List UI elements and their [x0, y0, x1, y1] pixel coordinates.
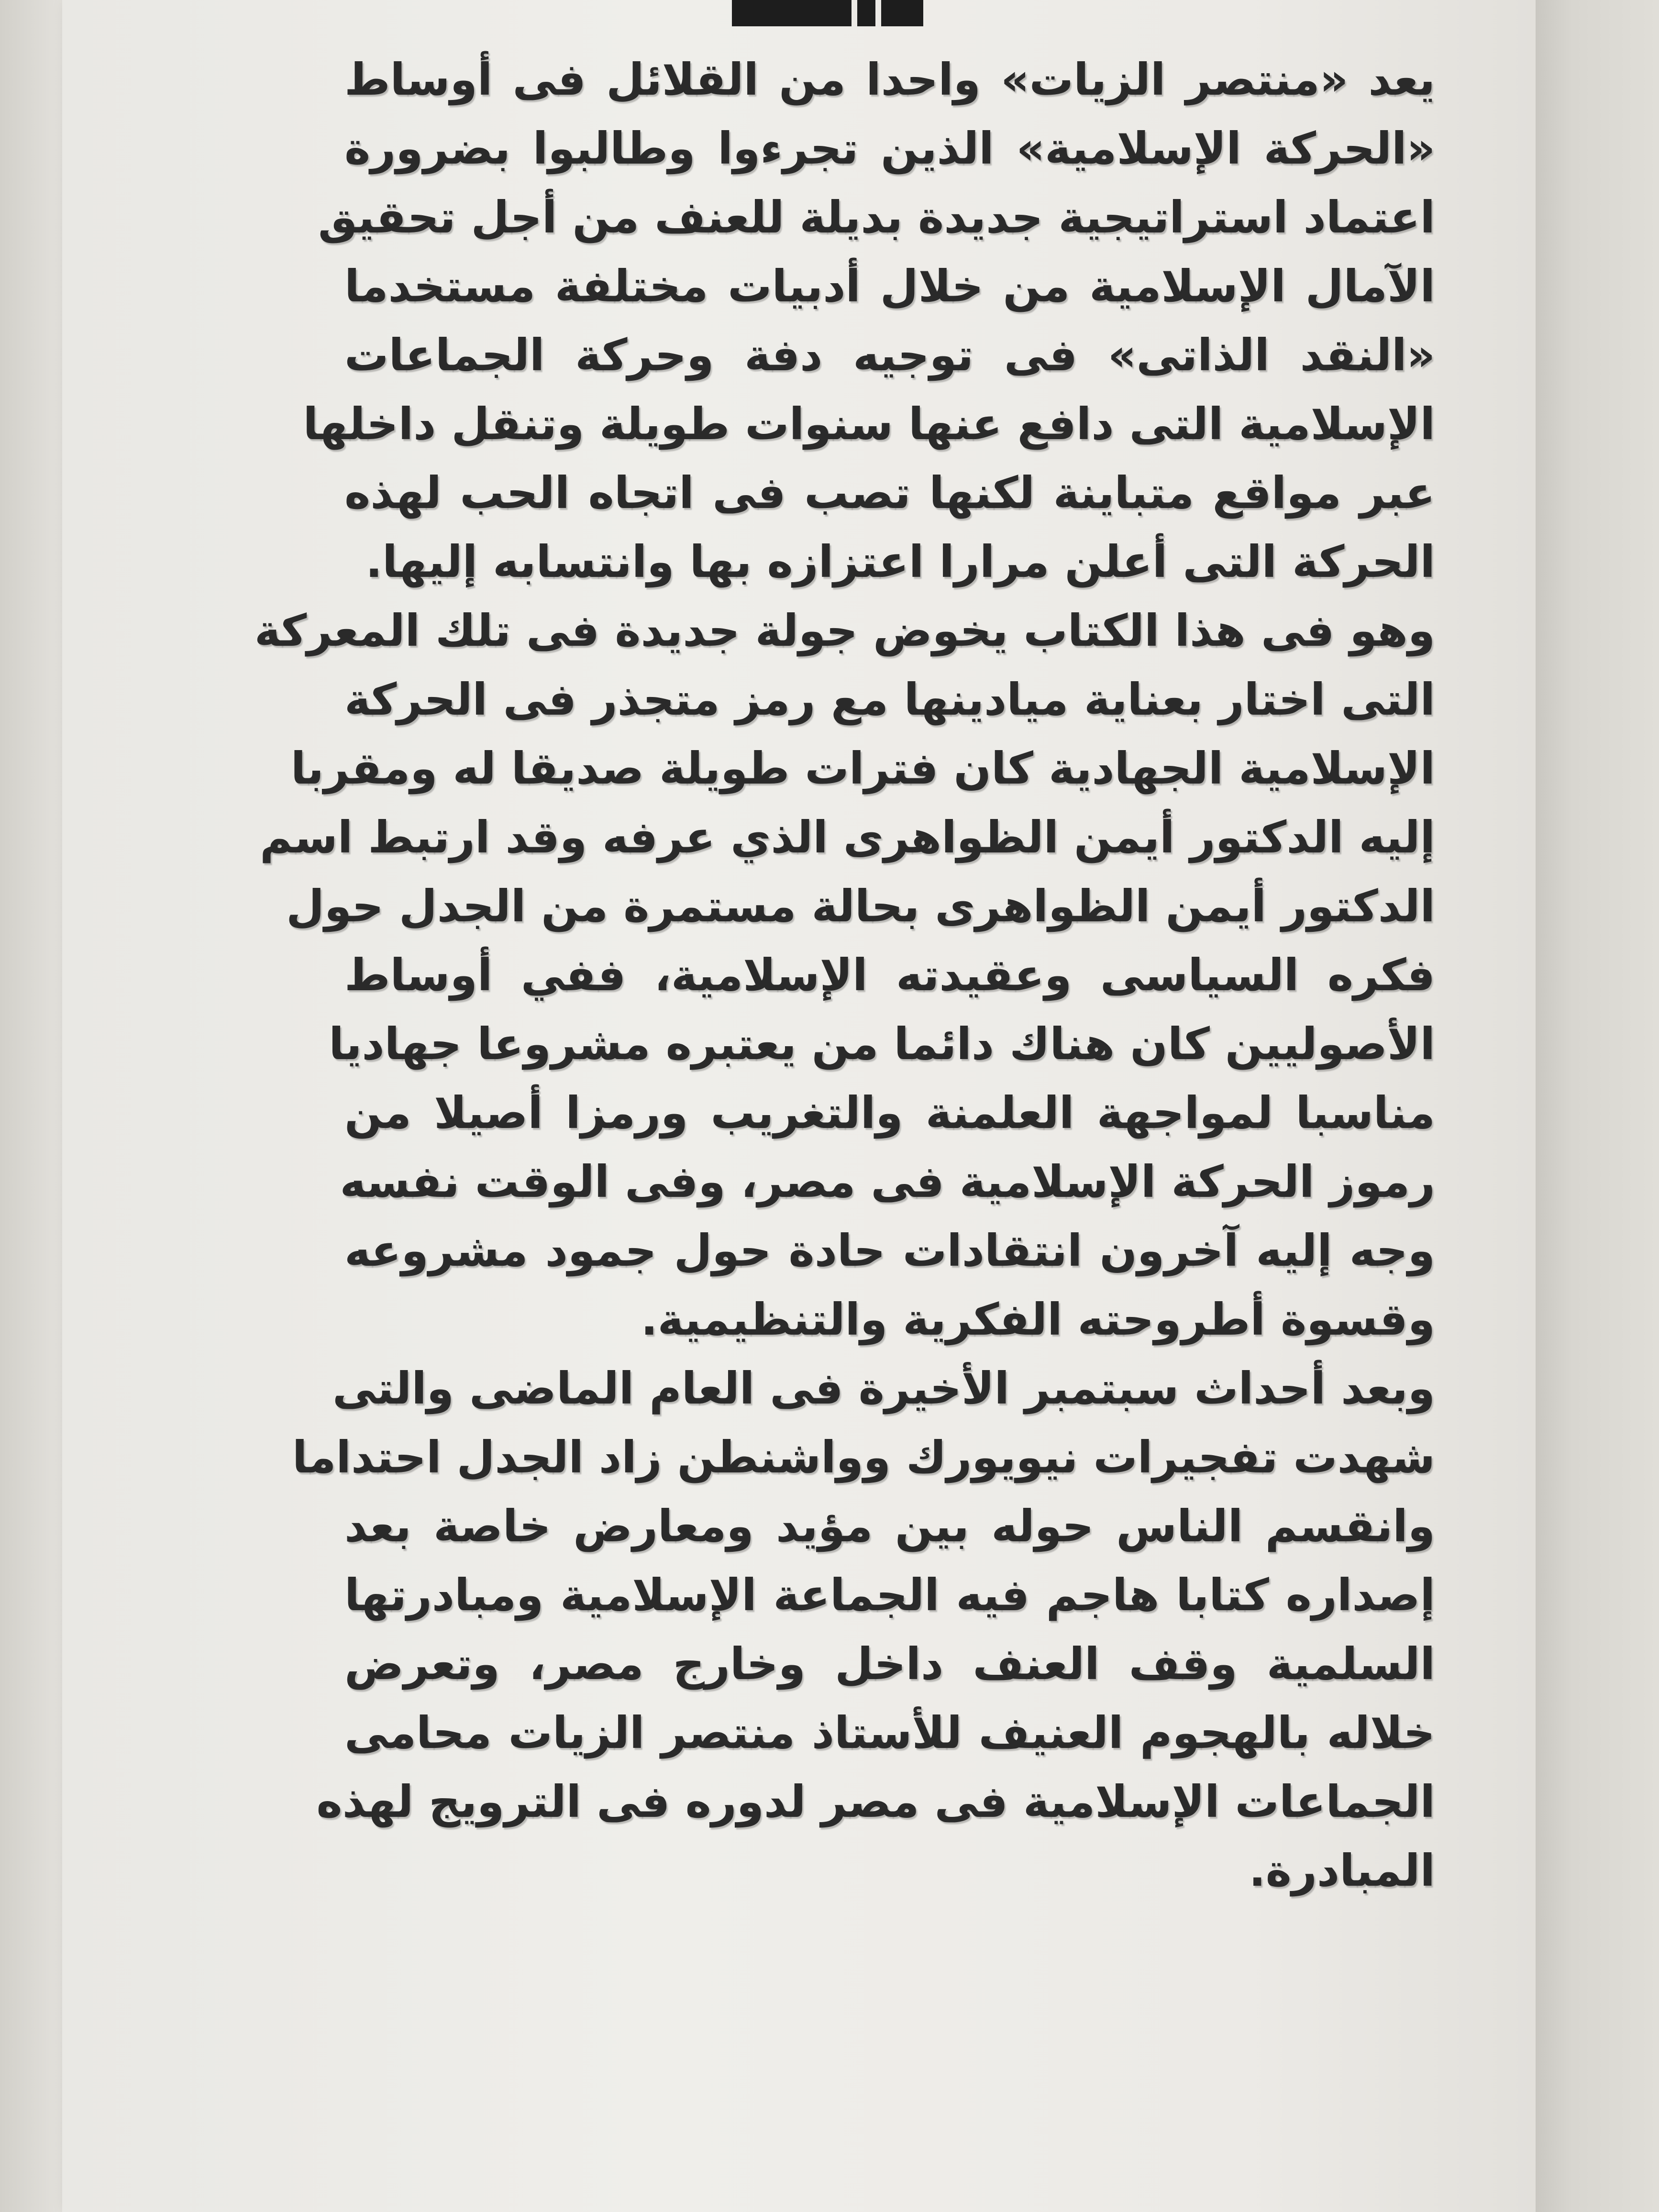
text-line: شهدت تفجيرات نيويورك وواشنطن زاد الجدل احتداما — [292, 1432, 1435, 1483]
title-letter-gap — [852, 0, 857, 26]
paragraph-3 — [292, 1354, 1435, 1905]
text-line: إصداره كتابا هاجم فيه الجماعة الإسلامية ومبادرتها — [344, 1570, 1435, 1621]
background-surface — [0, 0, 62, 2212]
text-line: الإسلامية التى دافع عنها سنوات طويلة وتنقل داخلها — [303, 398, 1435, 450]
text-line: التى اختار بعناية ميادينها مع رمز متجذر فى الحركة — [344, 674, 1435, 725]
text-line: فكره السياسى وعقيدته الإسلامية، ففي أوساط — [344, 950, 1435, 1001]
paragraph-2 — [254, 597, 1435, 1354]
blurb-text — [254, 45, 1435, 1905]
text-line: وانقسم الناس حوله بين مؤيد ومعارض خاصة بعد — [344, 1501, 1435, 1552]
text-line: الدكتور أيمن الظواهرى بحالة مستمرة من الجدل حول — [286, 881, 1435, 932]
text-line: الآمال الإسلامية من خلال أدبيات مختلفة مستخدما — [344, 261, 1435, 312]
text-line: خلاله بالهجوم العنيف للأستاذ منتصر الزيات محامى — [344, 1707, 1435, 1759]
text-line: وهو فى هذا الكتاب يخوض جولة جديدة فى تلك المعركة — [254, 605, 1435, 656]
text-line: الجماعات الإسلامية فى مصر لدوره فى الترويج لهذه — [316, 1776, 1435, 1827]
text-line: الأصوليين كان هناك دائما من يعتبره مشروعا جهاديا — [329, 1018, 1435, 1070]
cropped-title-bar — [732, 0, 923, 26]
text-line: السلمية وقف العنف داخل وخارج مصر، وتعرض — [344, 1638, 1435, 1690]
text-line: الحركة التى أعلن مرارا اعتزازه بها وانتسابه إليها. — [365, 536, 1435, 587]
text-line: مناسبا لمواجهة العلمنة والتغريب ورمزا أصيلا من — [344, 1087, 1435, 1139]
title-letter-gap — [875, 0, 881, 26]
text-line: المبادرة. — [1249, 1845, 1435, 1896]
paragraph-1 — [303, 45, 1435, 597]
text-line: الإسلامية الجهادية كان فترات طويلة صديقا له ومقربا — [290, 743, 1435, 794]
text-line: «النقد الذاتى» فى توجيه دفة وحركة الجماعات — [344, 330, 1435, 381]
text-line: عبر مواقع متباينة لكنها تصب فى اتجاه الحب لهذه — [344, 467, 1435, 519]
text-line: وقسوة أطروحته الفكرية والتنظيمية. — [641, 1294, 1435, 1345]
text-line: اعتماد استراتيجية جديدة بديلة للعنف من أجل تحقيق — [318, 192, 1435, 243]
text-line: «الحركة الإسلامية» الذين تجرءوا وطالبوا بضرورة — [344, 123, 1435, 174]
text-line: يعد «منتصر الزيات» واحدا من القلائل فى أوساط — [344, 54, 1435, 105]
text-line: وبعد أحداث سبتمبر الأخيرة فى العام الماضى والتى — [332, 1363, 1435, 1414]
text-line: إليه الدكتور أيمن الظواهرى الذي عرفه وقد ارتبط اسم — [260, 812, 1435, 863]
text-line: رموز الحركة الإسلامية فى مصر، وفى الوقت نفسه — [340, 1156, 1435, 1207]
text-line: وجه إليه آخرون انتقادات حادة حول جمود مشروعه — [344, 1225, 1435, 1276]
page-edge — [1536, 0, 1659, 2212]
